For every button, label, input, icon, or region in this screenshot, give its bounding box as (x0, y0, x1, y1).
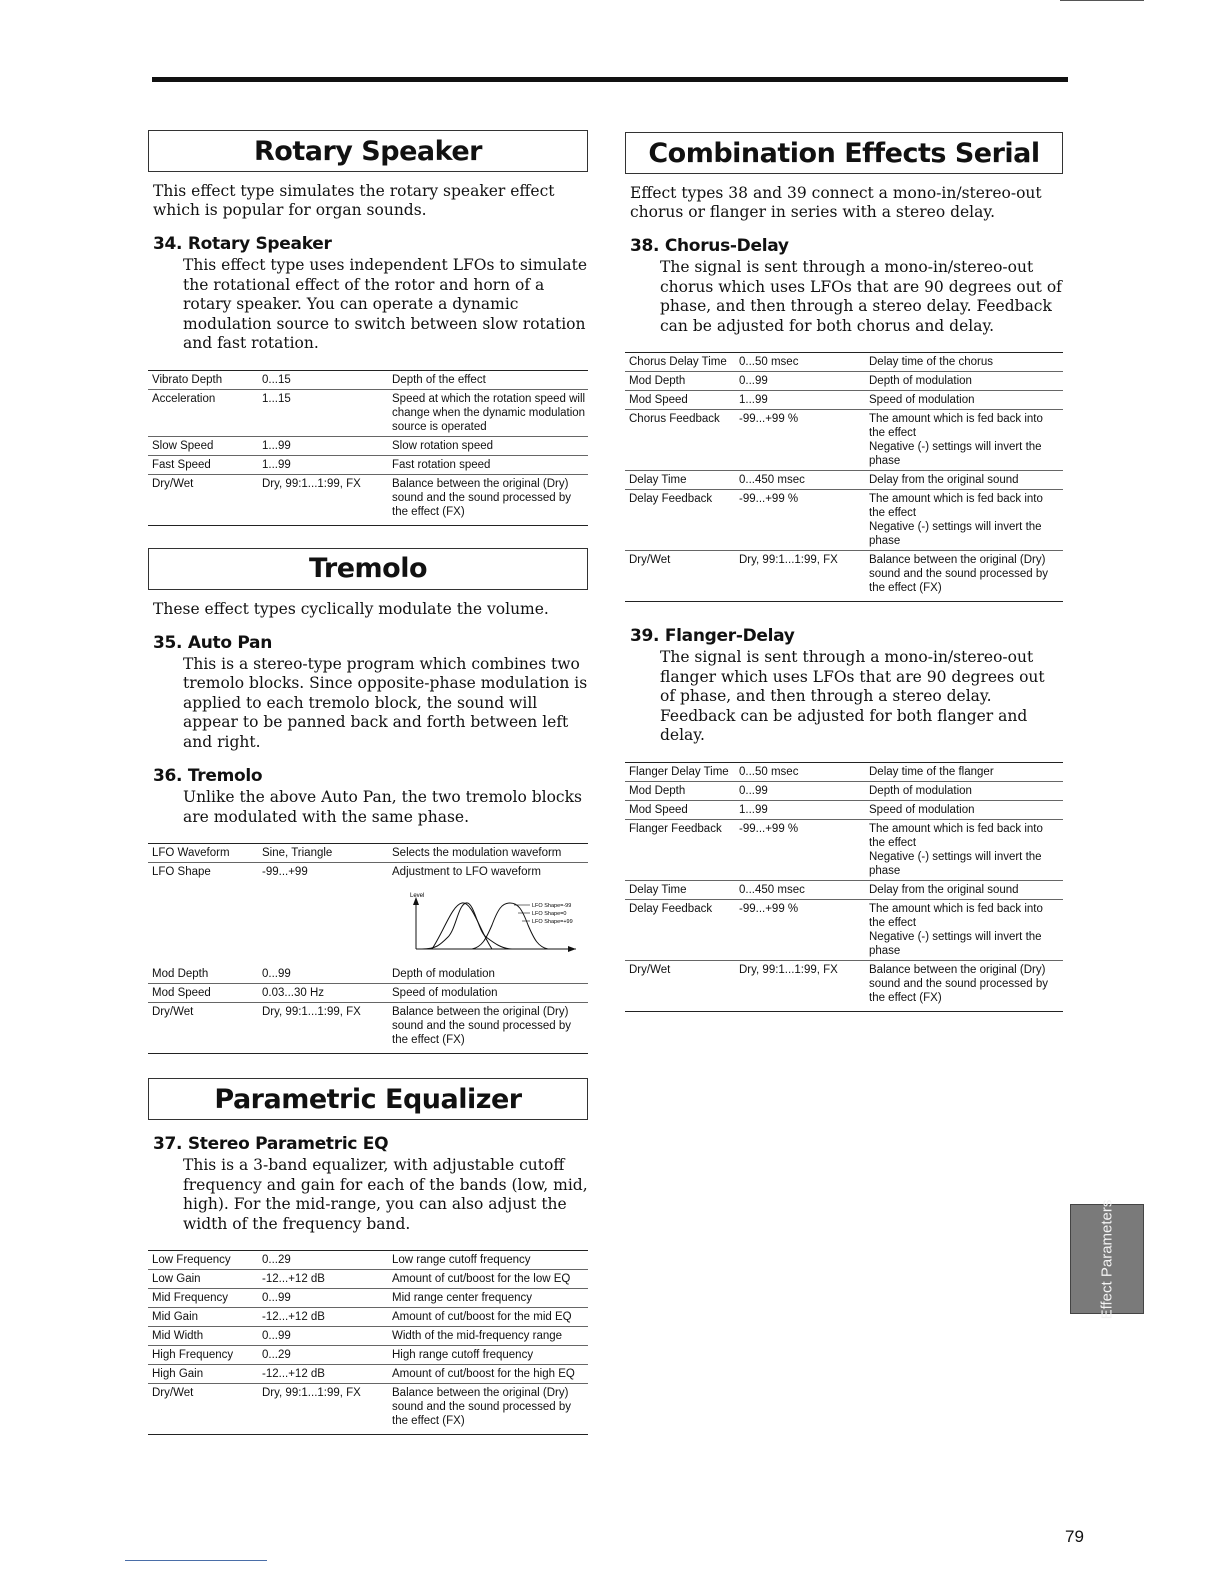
table-row (148, 1327, 588, 1346)
table-row (148, 984, 588, 1003)
param-range: -99...+99 % (735, 899, 865, 960)
param-table-39 (625, 762, 1063, 1012)
param-name: Mid Gain (148, 1308, 258, 1327)
param-name: Delay Feedback (625, 490, 735, 551)
legend-shape-neg: LFO Shape=-99 (532, 903, 572, 909)
param-description: Balance between the original (Dry) sound and the sound processed by the effect (FX) (869, 554, 1049, 594)
param-description: Depth of modulation (865, 781, 1063, 800)
param-name: LFO Shape (152, 866, 211, 878)
param-name: Low Gain (148, 1270, 258, 1289)
table-row (148, 1289, 588, 1308)
table-row (148, 1251, 588, 1270)
param-range: 1...99 (735, 391, 865, 410)
param-range: Dry, 99:1...1:99, FX (262, 1387, 361, 1399)
param-range: Sine, Triangle (258, 844, 388, 863)
legend-shape-pos: LFO Shape=+99 (532, 919, 573, 925)
param-range: -99...+99 % (735, 819, 865, 880)
effect-title-38: 38. Chorus-Delay (630, 236, 789, 256)
table-row (625, 800, 1063, 819)
param-note: Negative (-) settings will invert the phase (869, 930, 1042, 957)
table-row (625, 899, 1063, 960)
param-name: Mid Width (148, 1327, 258, 1346)
section-title: Combination Effects Serial (648, 137, 1040, 169)
param-range: 0...50 msec (735, 353, 865, 372)
param-table-37 (148, 1250, 588, 1435)
table-row (148, 370, 588, 389)
param-range: 1...99 (258, 455, 388, 474)
param-description (865, 490, 1063, 551)
param-name: Fast Speed (148, 455, 258, 474)
param-description: Delay time of the chorus (865, 353, 1063, 372)
param-note: Negative (-) settings will invert the phase (869, 850, 1042, 877)
table-row (625, 410, 1063, 471)
section-heading-combo (625, 132, 1063, 174)
param-name: High Frequency (148, 1346, 258, 1365)
table-row (625, 372, 1063, 391)
effect-title-36: 36. Tremolo (153, 766, 263, 786)
table-row (625, 490, 1063, 551)
shape-curve-c (472, 903, 548, 949)
param-range: 0...29 (258, 1346, 388, 1365)
table-row (625, 960, 1063, 1011)
param-range: 0...50 msec (735, 762, 865, 781)
param-description: Width of the mid-frequency range (388, 1327, 588, 1346)
effect-title-34: 34. Rotary Speaker (153, 234, 332, 254)
param-range: 0...450 msec (735, 880, 865, 899)
param-description: Amount of cut/boost for the low EQ (388, 1270, 588, 1289)
param-description: Speed of modulation (865, 391, 1063, 410)
param-description: Low range cutoff frequency (388, 1251, 588, 1270)
param-name: Mod Depth (148, 965, 258, 984)
param-description: Fast rotation speed (388, 455, 588, 474)
effect-description-36: Unlike the above Auto Pan, the two tremolo blocks are modulated with the same phase. (183, 788, 582, 826)
param-range: 0...99 (258, 1289, 388, 1308)
section-title: Parametric Equalizer (214, 1083, 522, 1115)
table-row (625, 353, 1063, 372)
table-row (148, 389, 588, 436)
param-description: High range cutoff frequency (388, 1346, 588, 1365)
legend-shape-zero: LFO Shape=0 (532, 911, 567, 917)
section-heading-peq (148, 1078, 588, 1120)
param-name: Mod Speed (625, 800, 735, 819)
effect-description-37: This is a 3-band equalizer, with adjustable cutoff frequency and gain for each of the bands (low, mid, high). For the mid-range, you can also adjust the width of the frequency band. (183, 1156, 588, 1233)
header-rule (152, 77, 1068, 82)
param-name: Delay Time (625, 880, 735, 899)
section-intro: These effect types cyclically modulate the volume. (153, 599, 549, 618)
param-range: -12...+12 dB (258, 1270, 388, 1289)
param-range: 0...99 (735, 781, 865, 800)
table-row (148, 863, 588, 886)
table-row (625, 880, 1063, 899)
param-range: 0.03...30 Hz (258, 984, 388, 1003)
param-description: Speed at which the rotation speed will change when the dynamic modulation source is operated (388, 389, 588, 436)
effect-description-39: The signal is sent through a mono-in/stereo-out flanger which uses LFOs that are 90 degrees out of phase, and then through a stereo delay. Feedback can be adjusted for both flanger and delay. (660, 648, 1045, 744)
param-name: Dry/Wet (629, 554, 671, 566)
param-range: 0...15 (258, 370, 388, 389)
table-row (148, 885, 588, 965)
param-name: Delay Feedback (625, 899, 735, 960)
param-name: Low Frequency (148, 1251, 258, 1270)
param-name: Delay Time (625, 471, 735, 490)
table-row (625, 471, 1063, 490)
param-description: Mid range center frequency (388, 1289, 588, 1308)
table-row (148, 1346, 588, 1365)
param-name: Slow Speed (148, 436, 258, 455)
param-description: Speed of modulation (865, 800, 1063, 819)
table-row (148, 965, 588, 984)
section-intro: Effect types 38 and 39 connect a mono-in/stereo-out chorus or flanger in series with a stereo delay. (630, 184, 1042, 221)
chapter-tab (1070, 1199, 1144, 1319)
param-range: -99...+99 % (735, 410, 865, 471)
table-row (148, 474, 588, 525)
left-column (148, 130, 588, 1435)
param-name: Mod Depth (625, 781, 735, 800)
table-row (148, 1384, 588, 1435)
param-table-36 (148, 843, 588, 1054)
param-range: 0...450 msec (735, 471, 865, 490)
param-description: Depth of modulation (388, 965, 588, 984)
param-range: 1...99 (735, 800, 865, 819)
param-description: Speed of modulation (388, 984, 588, 1003)
lfo-shape-diagram-cell (388, 885, 588, 965)
param-range: 1...15 (258, 389, 388, 436)
param-name: Chorus Feedback (625, 410, 735, 471)
param-name: Acceleration (148, 389, 258, 436)
param-description: Slow rotation speed (388, 436, 588, 455)
effect-description-35: This is a stereo-type program which combines two tremolo blocks. Since opposite-phase modulation is applied to each tremolo block, the sound will appear to be panned back and forth between left and right. (183, 654, 588, 751)
effect-title-39: 39. Flanger-Delay (630, 626, 795, 646)
param-description: Selects the modulation waveform (388, 844, 588, 863)
param-name: Mod Speed (148, 984, 258, 1003)
param-description: Depth of the effect (388, 370, 588, 389)
param-range: Dry, 99:1...1:99, FX (739, 963, 838, 976)
table-row (148, 1365, 588, 1384)
param-range: 1...99 (258, 436, 388, 455)
effect-title-37: 37. Stereo Parametric EQ (153, 1134, 389, 1154)
param-range: 0...29 (258, 1251, 388, 1270)
param-table-34 (148, 370, 588, 526)
page-number: 79 (1065, 1527, 1084, 1546)
param-note: Negative (-) settings will invert the phase (869, 441, 1042, 467)
effect-description-38: The signal is sent through a mono-in/stereo-out chorus which uses LFOs that are 90 degrees out of phase, and then through a stereo delay. Feedback can be adjusted for both chorus and delay. (660, 258, 1062, 335)
section-title: Tremolo (308, 553, 428, 584)
param-range: -99...+99 % (735, 490, 865, 551)
param-range: Dry, 99:1...1:99, FX (262, 1006, 361, 1018)
param-description: Amount of cut/boost for the high EQ (388, 1365, 588, 1384)
section-heading-tremolo (148, 548, 588, 590)
param-name: Mod Speed (625, 391, 735, 410)
table-row (625, 819, 1063, 880)
param-name: High Gain (148, 1365, 258, 1384)
param-description: Delay from the original sound (865, 471, 1063, 490)
param-description: Depth of modulation (865, 372, 1063, 391)
chapter-tab-label: Effect Parameters (1098, 1199, 1116, 1319)
param-name: LFO Waveform (148, 844, 258, 863)
right-column (625, 132, 1063, 1012)
param-range: 0...99 (258, 965, 388, 984)
param-table-38 (625, 352, 1063, 602)
param-name: Vibrato Depth (148, 370, 258, 389)
table-row (148, 1003, 588, 1054)
param-description: Balance between the original (Dry) sound and the sound processed by the effect (FX) (392, 1006, 572, 1046)
table-row (148, 1308, 588, 1327)
param-description-text: The amount which is fed back into the effect (869, 493, 1043, 519)
param-description-text: The amount which is fed back into the effect (869, 902, 1043, 929)
param-range: -12...+12 dB (258, 1365, 388, 1384)
param-description (865, 899, 1063, 960)
param-description: Balance between the original (Dry) sound and the sound processed by the effect (FX) (869, 963, 1049, 1004)
param-name: Mid Frequency (148, 1289, 258, 1308)
param-description-text: The amount which is fed back into the effect (869, 413, 1043, 439)
table-row (148, 455, 588, 474)
table-row (625, 781, 1063, 800)
table-row (625, 551, 1063, 602)
param-description (865, 819, 1063, 880)
param-range: Dry, 99:1...1:99, FX (262, 477, 361, 490)
param-name: Mod Depth (625, 372, 735, 391)
param-description: Balance between the original (Dry) sound and the sound processed by the effect (FX) (392, 477, 572, 518)
section-title: Rotary Speaker (254, 135, 482, 167)
param-name: Chorus Delay Time (625, 353, 735, 372)
param-range: -12...+12 dB (258, 1308, 388, 1327)
effect-title-35: 35. Auto Pan (153, 632, 272, 653)
footer-rule (125, 1560, 267, 1561)
param-range: -99...+99 (262, 866, 308, 878)
section-heading-rotary (148, 130, 588, 172)
param-range: Dry, 99:1...1:99, FX (739, 554, 838, 566)
param-name: Dry/Wet (152, 477, 194, 490)
table-row (625, 762, 1063, 781)
param-range: 0...99 (735, 372, 865, 391)
param-description: Balance between the original (Dry) sound and the sound processed by the effect (FX) (392, 1387, 572, 1427)
time-axis-arrow (568, 946, 576, 952)
corner-rule (1060, 0, 1144, 1)
param-description (865, 410, 1063, 471)
effect-description-34: This effect type uses independent LFOs to simulate the rotational effect of the rotor and horn of a rotary speaker. You can operate a dynamic modulation source to switch between slow rotation and fast rotation. (183, 256, 588, 352)
param-range: 0...99 (258, 1327, 388, 1346)
param-description: Delay from the original sound (865, 880, 1063, 899)
axis-label-level: Level (410, 893, 425, 899)
lfo-shape-diagram (402, 891, 582, 957)
table-row (148, 436, 588, 455)
param-description-text: The amount which is fed back into the effect (869, 822, 1043, 849)
table-row (148, 1270, 588, 1289)
table-row (148, 844, 588, 863)
param-description: Adjustment to LFO waveform (392, 866, 541, 878)
param-description: Delay time of the flanger (865, 762, 1063, 781)
table-row (625, 391, 1063, 410)
param-name: Flanger Delay Time (625, 762, 735, 781)
param-name: Dry/Wet (629, 963, 671, 976)
param-description: Amount of cut/boost for the mid EQ (388, 1308, 588, 1327)
param-name: Dry/Wet (152, 1006, 194, 1018)
param-name: Dry/Wet (152, 1387, 194, 1399)
param-name: Flanger Feedback (625, 819, 735, 880)
section-intro: This effect type simulates the rotary speaker effect which is popular for organ sounds. (153, 182, 555, 219)
param-note: Negative (-) settings will invert the phase (869, 521, 1042, 547)
